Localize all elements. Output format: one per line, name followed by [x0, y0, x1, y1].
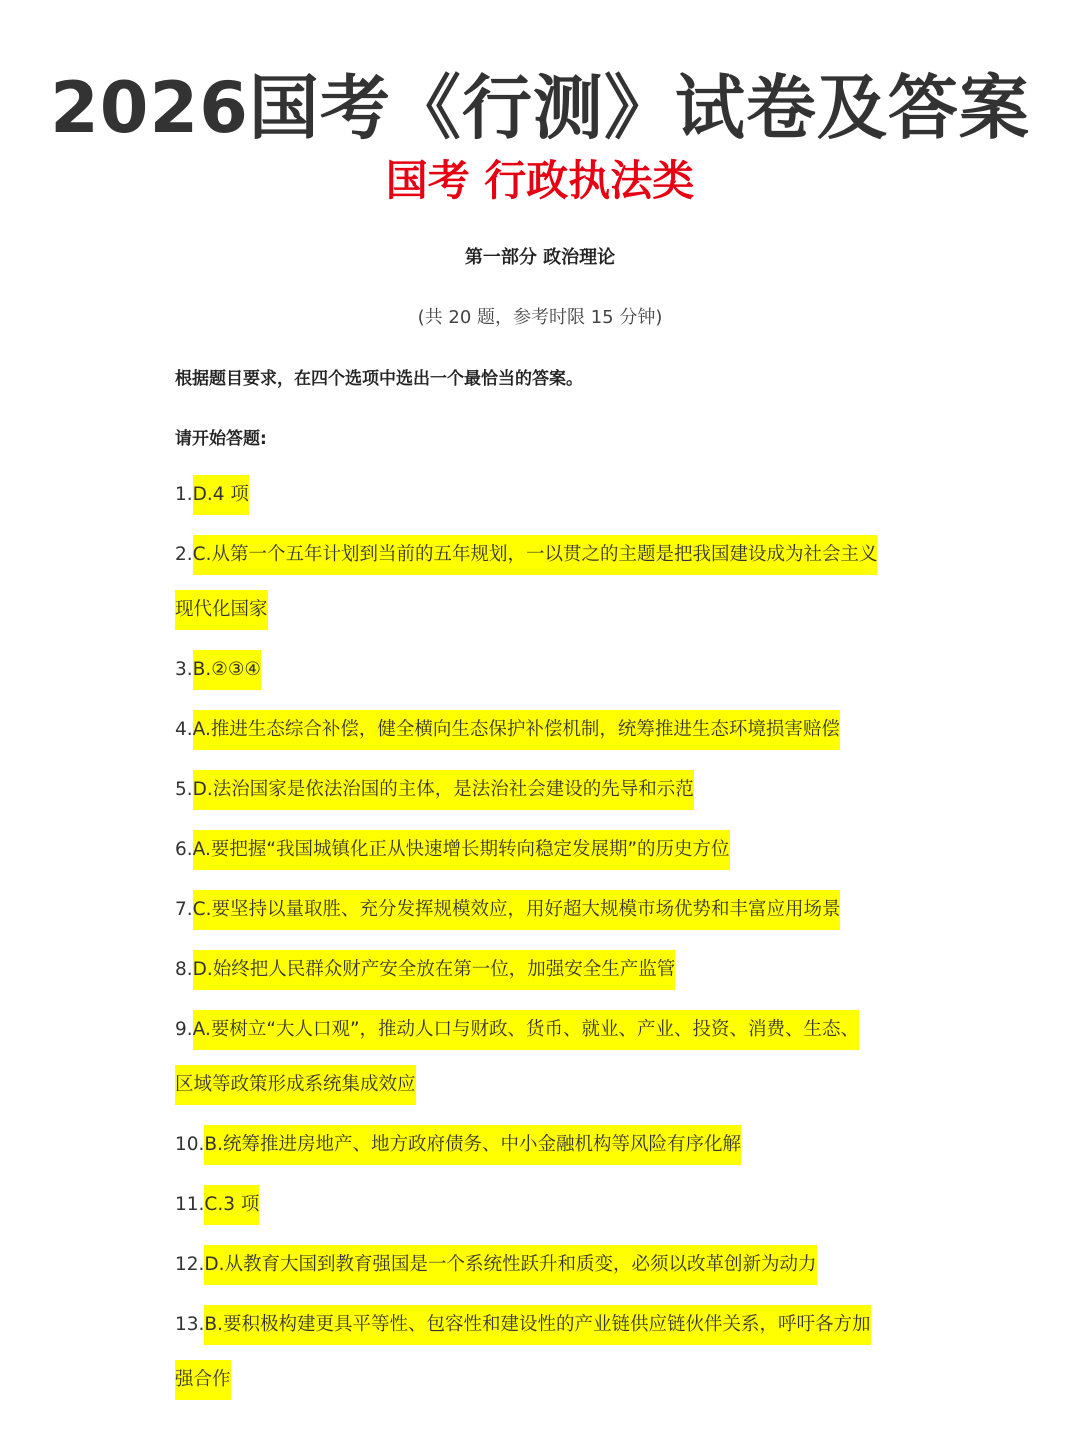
answer-number: 7.: [175, 899, 193, 920]
answer-number: 9.: [175, 1019, 193, 1040]
answer-text-highlighted: D.始终把人民群众财产安全放在第一位，加强安全生产监管: [193, 950, 676, 990]
answer-item: [175, 1305, 935, 1345]
section-meta: (共 20 题，参考时限 15 分钟): [417, 307, 663, 328]
answer-text-highlighted: D.4 项: [193, 475, 249, 515]
answer-text-highlighted: 强合作: [175, 1360, 231, 1400]
answer-text-highlighted: C.要坚持以量取胜、充分发挥规模效应，用好超大规模市场优势和丰富应用场景: [193, 890, 841, 930]
answer-item: [175, 950, 935, 990]
answer-text-highlighted: C.从第一个五年计划到当前的五年规划，一以贯之的主题是把我国建设成为社会主义: [193, 535, 878, 575]
answer-item: [175, 650, 935, 690]
answer-text-highlighted: 现代化国家: [175, 590, 268, 630]
answer-item: [175, 830, 935, 870]
answer-number: 11.: [175, 1194, 205, 1215]
answer-item: [175, 475, 935, 515]
answer-text-highlighted: 区域等政策形成系统集成效应: [175, 1065, 416, 1105]
answer-number: 4.: [175, 719, 193, 740]
answer-number: 12.: [175, 1254, 205, 1275]
answer-text-highlighted: B.要积极构建更具平等性、包容性和建设性的产业链供应链伙伴关系，呼吁各方加: [204, 1305, 870, 1345]
answer-item: [175, 1010, 935, 1050]
answer-text-highlighted: B.统筹推进房地产、地方政府债务、中小金融机构等风险有序化解: [204, 1125, 741, 1165]
answer-text-highlighted: A.要把握“我国城镇化正从快速增长期转向稳定发展期”的历史方位: [193, 830, 730, 870]
answer-item: [175, 710, 935, 750]
answer-item-continuation: [175, 590, 935, 630]
instruction-text: 根据题目要求，在四个选项中选出一个最恰当的答案。: [175, 369, 583, 389]
document-title: 2026国考《行测》试卷及答案: [50, 67, 1030, 149]
answer-text-highlighted: D.从教育大国到教育强国是一个系统性跃升和质变，必须以改革创新为动力: [204, 1245, 816, 1285]
answer-item-continuation: [175, 1065, 935, 1105]
answer-number: 2.: [175, 544, 193, 565]
answer-item: [175, 1185, 935, 1225]
answer-item: [175, 770, 935, 810]
answer-number: 3.: [175, 659, 193, 680]
answer-text-highlighted: A.推进生态综合补偿，健全横向生态保护补偿机制，统筹推进生态环境损害赔偿: [193, 710, 840, 750]
answer-text-highlighted: D.法治国家是依法治国的主体，是法治社会建设的先导和示范: [193, 770, 694, 810]
answer-item: [175, 535, 935, 575]
start-prompt: 请开始答题:: [175, 429, 267, 449]
answer-number: 8.: [175, 959, 193, 980]
answer-text-highlighted: B.②③④: [193, 650, 261, 690]
document-subtitle: 国考 行政执法类: [385, 156, 695, 205]
answer-number: 10.: [175, 1134, 205, 1155]
answer-text-highlighted: C.3 项: [204, 1185, 259, 1225]
answer-number: 13.: [175, 1314, 205, 1335]
answer-text-highlighted: A.要树立“大人口观”，推动人口与财政、货币、就业、产业、投资、消费、生态、: [193, 1010, 859, 1050]
answer-number: 6.: [175, 839, 193, 860]
answer-item-continuation: [175, 1360, 935, 1400]
answer-item: [175, 890, 935, 930]
answer-item: [175, 1125, 935, 1165]
section-title: 第一部分 政治理论: [464, 247, 616, 268]
answer-number: 5.: [175, 779, 193, 800]
answer-list: [175, 475, 935, 1400]
answer-number: 1.: [175, 484, 193, 505]
answer-item: [175, 1245, 935, 1285]
